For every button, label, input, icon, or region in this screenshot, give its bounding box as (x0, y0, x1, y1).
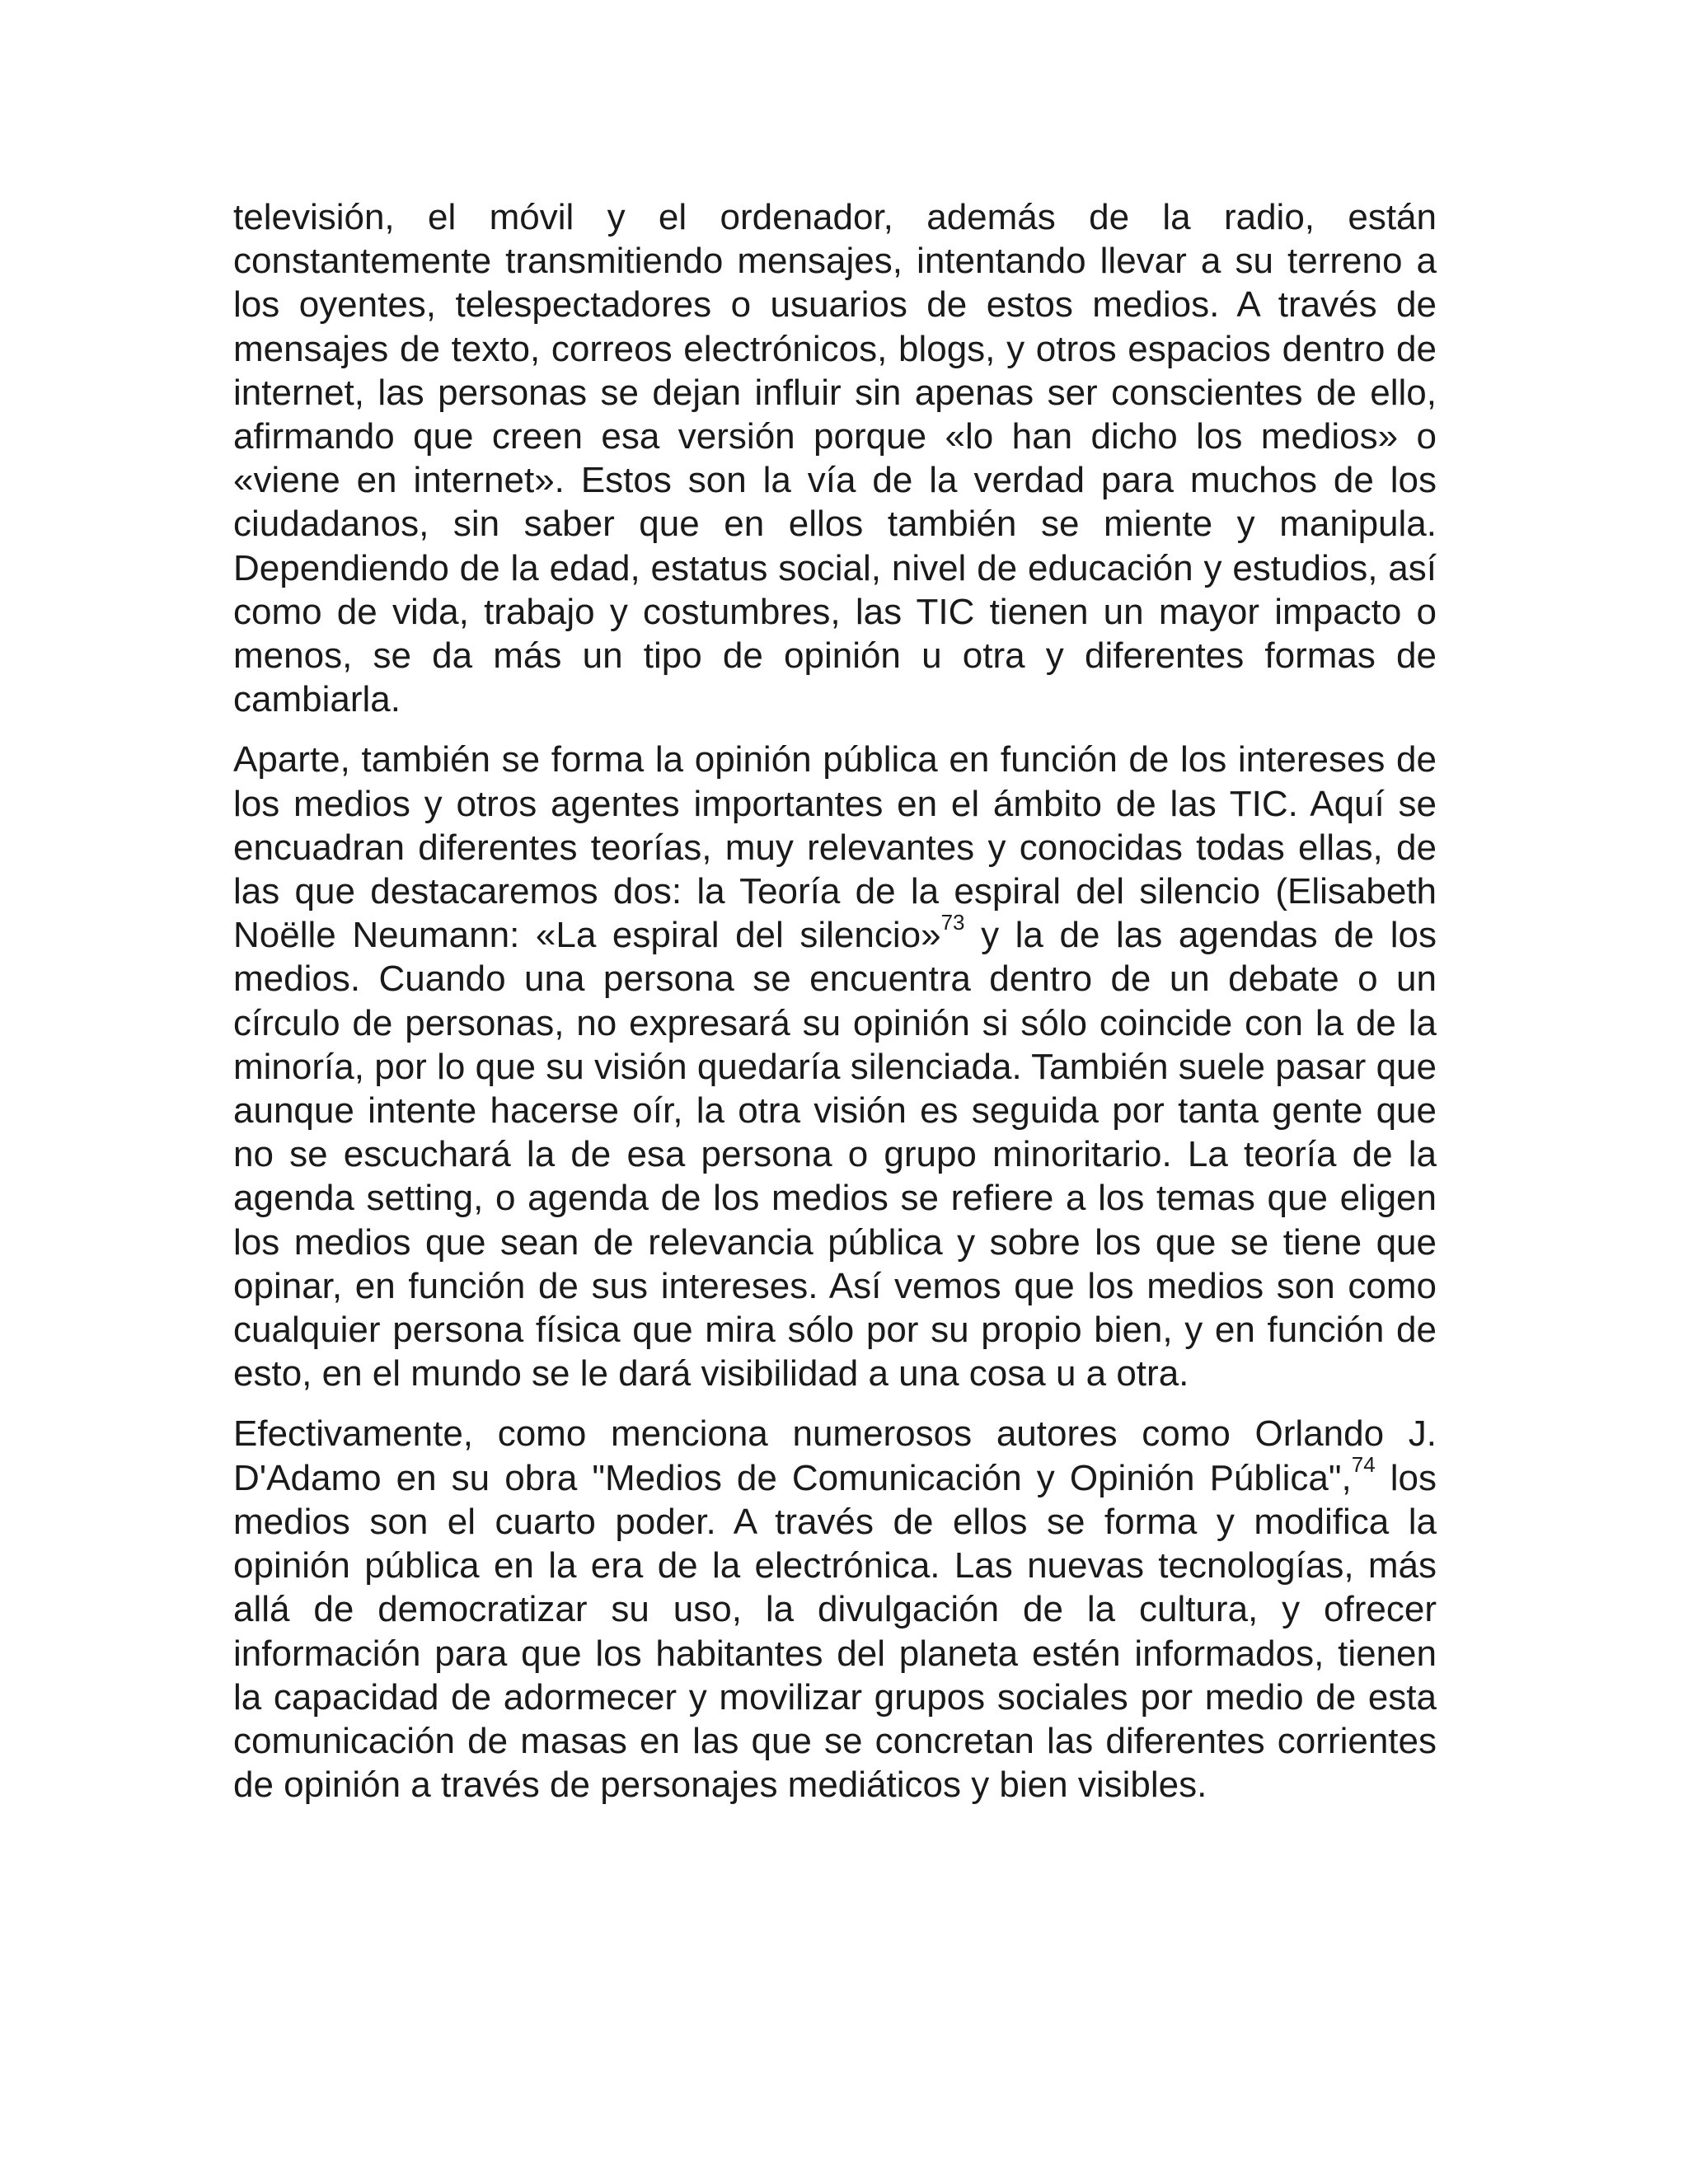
paragraph-2 (233, 738, 1437, 1395)
paragraph-3 (233, 1412, 1437, 1807)
paragraph-1 (233, 195, 1437, 721)
paragraph-2-text-a: Aparte, también se forma la opinión pública en función de los intereses de los medios y otros agentes importantes en el ámbito de las TIC. Aquí se encuadran diferentes teorías, muy relevantes y conocidas todas ellas, de las que destacaremos dos: la Teoría de la espiral del silencio (Elisabeth Noëlle Neumann: «La espiral del silencio» (233, 739, 1437, 956)
body-text (233, 195, 1437, 1823)
paragraph-1-text: televisión, el móvil y el ordenador, además de la radio, están constantemente transmitiendo mensajes, intentando llevar a su terreno a los oyentes, telespectadores o usuarios de estos medios. A través de mensajes de texto, correos electrónicos, blogs, y otros espacios dentro de internet, las personas se dejan influir sin apenas ser conscientes de ello, afirmando que creen esa versión porque «lo han dicho los medios» o «viene en internet». Estos son la vía de la verdad para muchos de los ciudadanos, sin saber que en ellos también se miente y manipula. Dependiendo de la edad, estatus social, nivel de educación y estudios, así como de vida, trabajo y costumbres, las TIC tienen un mayor impacto o menos, se da más un tipo de opinión u otra y diferentes formas de cambiarla. (233, 197, 1437, 720)
footnote-ref-73[interactable]: 73 (940, 909, 965, 935)
paragraph-3-text-b: los medios son el cuarto poder. A través de ellos se forma y modifica la opinión pública en la era de la electrónica. Las nuevas tecnologías, más allá de democratizar su uso, la divulgación de la cultura, y ofrecer información para que los habitantes del planeta estén informados, tienen la capacidad de adormecer y movilizar grupos sociales por medio de esta comunicación de masas en las que se concretan las diferentes corrientes de opinión a través de personajes mediáticos y bien visibles. (233, 1457, 1437, 1806)
paragraph-2-text-b: y la de las agendas de los medios. Cuando una persona se encuentra dentro de un debate o un círculo de personas, no expresará su opinión si sólo coincide con la de la minoría, por lo que su visión quedaría silenciada. También suele pasar que aunque intente hacerse oír, la otra visión es seguida por tanta gente que no se escuchará la de esa persona o grupo minoritario. La teoría de la agenda setting, o agenda de los medios se refiere a los temas que eligen los medios que sean de relevancia pública y sobre los que se tiene que opinar, en función de sus intereses. Así vemos que los medios son como cualquier persona física que mira sólo por su propio bien, y en función de esto, en el mundo se le dará visibilidad a una cosa u a otra. (233, 915, 1437, 1394)
footnote-ref-74[interactable]: 74 (1351, 1452, 1376, 1478)
paragraph-3-text-a: Efectivamente, como menciona numerosos autores como Orlando J. D'Adamo en su obra "Medios de Comunicación y Opinión Pública", (233, 1413, 1437, 1498)
